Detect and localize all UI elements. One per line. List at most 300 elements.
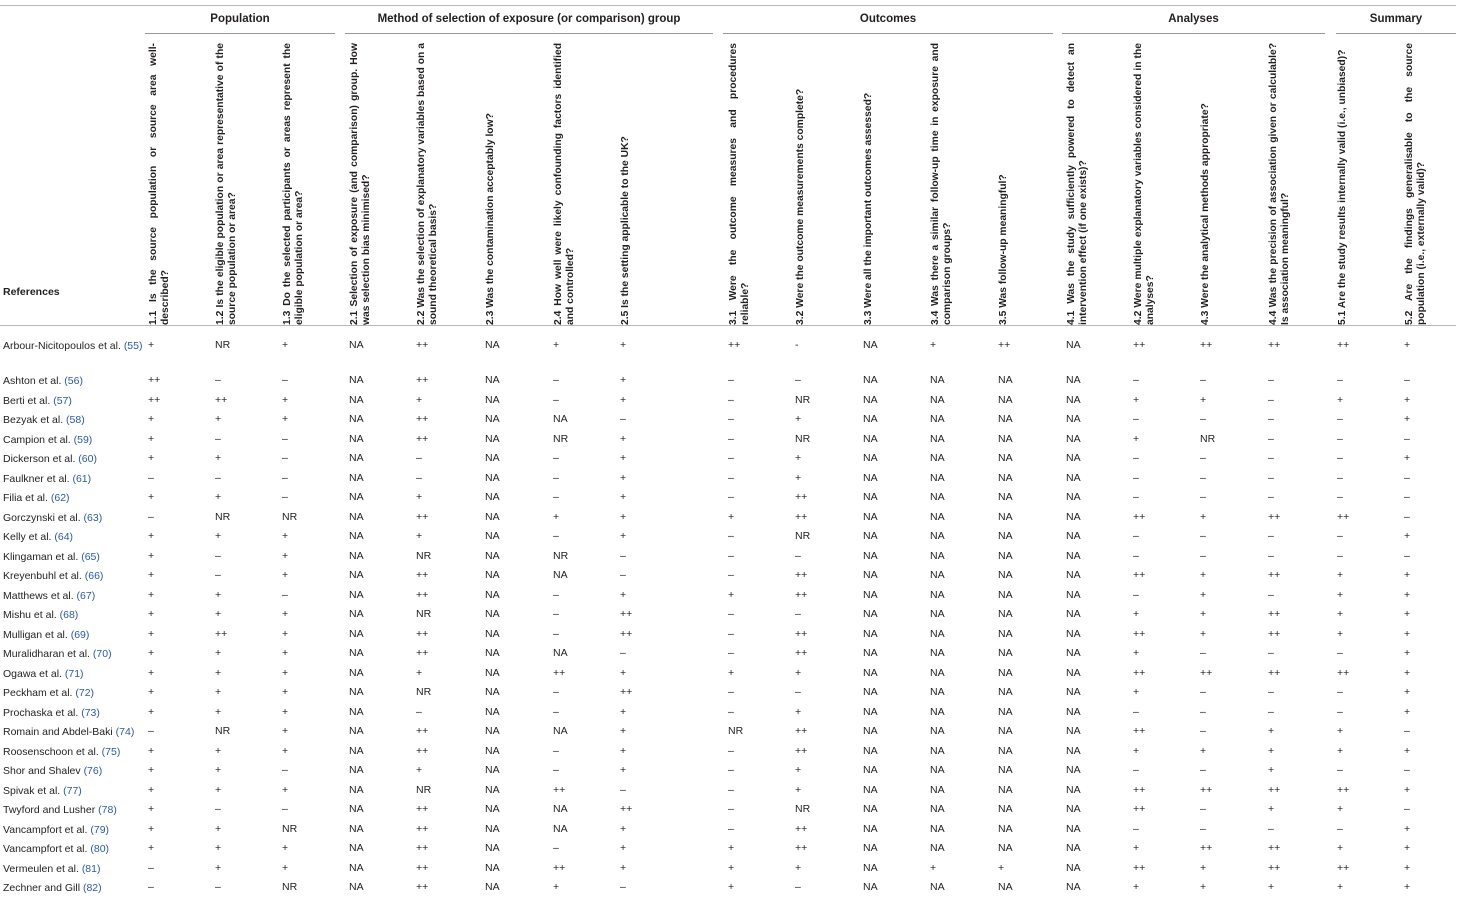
reference-number-link[interactable]: (74) [115,726,135,738]
reference-cell [3,452,143,466]
rating-cell: – [553,491,559,503]
question-text: 2.1 Selection of exposure (and comparison) group. How was selection bias minimised? [349,43,372,325]
group-analyses-rule [1062,33,1325,34]
rating-cell: + [620,374,627,386]
rating-cell: ++ [416,744,429,757]
rating-cell: ++ [1268,861,1281,874]
rating-cell: – [795,686,801,698]
rating-cell: + [282,725,289,737]
rating-cell: NR [553,549,569,562]
rating-cell: NA [998,705,1013,718]
rating-cell: NA [485,842,500,854]
reference-number-link[interactable]: (66) [84,570,104,582]
rating-cell: + [282,569,289,581]
rating-cell: – [1337,647,1343,659]
rating-cell: – [1337,764,1343,776]
rating-cell: ++ [1133,783,1146,796]
rating-cell: NA [1066,413,1081,425]
question-text: 1.3 Do the selected participants or areas represent the eligible population or area? [282,43,305,325]
rating-cell: NA [485,764,500,776]
question-text: 5.2 Are the findings generalisable to the source population (i.e., externally valid)? [1404,43,1427,325]
question-text: 2.3 Was the contamination acceptably low? [485,113,496,325]
reference-cell [3,667,143,681]
rating-cell: + [215,842,222,854]
rating-cell: NA [349,881,364,893]
reference-cell [3,550,143,564]
rating-cell: ++ [795,725,808,737]
question-text: 2.2 Was the selection of explanatory variables based on a sound theoretical basis? [416,43,439,325]
rating-cell: – [728,705,734,718]
rating-cell: + [282,549,289,562]
rating-cell: + [215,608,222,620]
rating-cell: – [1200,530,1206,542]
rating-cell: ++ [416,647,429,659]
rating-cell: – [728,783,734,796]
rating-cell: NR [215,725,231,737]
rating-cell: + [148,744,155,757]
rating-cell: NA [863,374,878,386]
rating-cell: – [282,432,288,445]
rating-cell: NA [863,471,878,484]
rating-cell: + [553,881,560,893]
rating-cell: + [1200,510,1207,523]
rating-cell: NA [863,686,878,698]
group-method: Method of selection of exposure (or comparison) group [377,13,681,25]
rating-cell: – [728,549,734,562]
rating-cell: + [1133,393,1140,406]
table-row [0,339,1460,358]
rating-cell: NA [553,822,568,835]
table-row [0,628,1460,647]
rating-cell: – [728,432,734,445]
rating-cell: – [728,530,734,542]
rating-cell: – [553,686,559,698]
rating-cell: ++ [795,510,808,523]
rating-cell: + [1404,608,1411,620]
rating-cell: – [148,861,154,874]
rating-cell: + [1337,744,1344,757]
rating-cell: ++ [1268,569,1281,581]
rating-cell: + [148,764,155,776]
rating-cell: NA [998,725,1013,737]
rating-cell: ++ [1200,842,1213,854]
rating-cell: NA [863,452,878,464]
rating-cell: – [728,764,734,776]
rating-cell: – [1133,705,1139,718]
question-text: 3.2 Were the outcome measurements complete? [795,88,806,325]
rating-cell: – [1337,471,1343,484]
rating-cell: – [553,744,559,757]
reference-number-link[interactable]: (82) [82,882,102,894]
rating-cell: – [1404,725,1410,737]
rating-cell: NA [930,471,945,484]
reference-number-link[interactable]: (70) [92,648,112,660]
rating-cell: + [1268,764,1275,776]
reference-name: Matthews et al. [3,589,74,602]
rating-cell: ++ [795,842,808,854]
rating-cell: + [148,432,155,445]
reference-name: Bezyak et al. [3,414,64,426]
rating-cell: + [215,413,222,425]
rating-cell: – [1200,374,1206,386]
rating-cell: NA [1066,374,1081,386]
rating-cell: ++ [620,608,633,620]
reference-number-link[interactable]: (56) [64,375,83,387]
rating-cell: ++ [1337,510,1350,523]
question-text: 2.5 Is the setting applicable to the UK? [620,136,631,325]
reference-cell [3,339,143,353]
table-row [0,823,1460,842]
rating-cell: NA [349,510,364,523]
rating-cell: + [1268,881,1275,893]
reference-number-link[interactable]: (60) [78,453,97,465]
rating-cell: + [795,764,802,776]
rating-cell: NA [863,510,878,523]
reference-cell [3,823,143,837]
rating-cell: NA [863,393,878,406]
table-row [0,686,1460,705]
rating-cell: NR [282,822,298,835]
rating-cell: NA [998,432,1013,445]
reference-number-link[interactable]: (58) [66,414,85,426]
rating-cell: ++ [148,393,161,406]
question-text: 3.3 Were all the important outcomes assessed? [863,92,874,325]
rating-cell: NA [998,822,1013,835]
rating-cell: – [1404,764,1410,776]
rating-cell: + [215,744,222,757]
rating-cell: + [1200,569,1207,581]
rating-cell: – [1337,413,1343,425]
rating-cell: – [148,881,154,893]
reference-number-link[interactable]: (76) [83,765,103,777]
rating-cell: – [1268,374,1274,386]
rating-cell: NA [930,627,945,640]
rating-cell: NA [485,393,500,406]
rating-cell: NA [930,803,945,815]
reference-number-link[interactable]: (63) [83,511,103,524]
rating-cell: – [728,491,734,503]
rating-cell: NA [1066,569,1081,581]
rating-cell: NA [930,432,945,445]
rating-cell: NA [930,744,945,757]
table-row [0,667,1460,686]
rating-cell: ++ [215,627,228,640]
question-text: 3.5 Was follow-up meaningful? [998,174,1009,325]
rating-cell: + [282,744,289,757]
rating-cell: ++ [1268,842,1281,854]
rating-cell: + [1337,569,1344,581]
rating-cell: + [215,666,222,679]
rating-cell: – [1200,452,1206,464]
rating-cell: NA [998,374,1013,386]
table-row [0,784,1460,803]
table-row [0,413,1460,432]
rating-cell: ++ [1133,725,1146,737]
rating-cell: + [1133,432,1140,445]
rating-cell: + [930,339,937,351]
rating-cell: NA [930,608,945,620]
rating-cell: – [1133,374,1139,386]
group-method-rule [345,33,713,34]
table-row [0,550,1460,569]
reference-number-link[interactable]: (72) [75,687,95,699]
rating-cell: – [148,471,154,484]
rating-cell: + [282,842,289,854]
rating-cell: + [148,413,155,425]
rating-cell: – [620,881,626,893]
rating-cell: – [282,471,288,484]
question-text: 4.1 Was the study sufficiently powered to detect an intervention effect (if one exists)? [1066,43,1089,325]
rating-cell: – [728,627,734,640]
rating-cell: – [282,764,288,776]
rating-cell: – [1200,764,1206,776]
reference-number-link[interactable]: (73) [81,706,100,719]
reference-number-link[interactable]: (81) [81,862,101,875]
reference-cell [3,569,143,583]
table-row [0,647,1460,666]
rating-cell: NA [1066,686,1081,698]
rating-cell: – [1133,530,1139,542]
rating-cell: NA [1066,783,1081,796]
rating-cell: NR [282,881,298,893]
rating-cell: NR [215,510,231,523]
rating-cell: + [148,588,155,601]
rating-cell: – [282,803,288,815]
rating-cell: NA [998,803,1013,815]
rating-cell: – [1337,549,1343,562]
rating-cell: ++ [416,803,429,815]
rating-cell: – [728,569,734,581]
reference-number-link[interactable]: (78) [98,804,117,816]
reference-number-link[interactable]: (75) [101,745,121,758]
rating-cell: NA [930,842,945,854]
reference-number-link[interactable]: (62) [50,492,70,504]
rating-cell: NA [998,783,1013,796]
reference-number-link[interactable]: (55) [123,340,143,352]
rating-cell: – [1268,393,1274,406]
rating-cell: – [1268,647,1274,659]
rating-cell: – [1133,549,1139,562]
rating-cell: – [1200,549,1206,562]
rating-cell: + [1337,627,1344,640]
table-row [0,745,1460,764]
rating-cell: NA [349,530,364,542]
rating-cell: + [148,452,155,464]
reference-number-link[interactable]: (69) [70,628,90,641]
rating-cell: + [553,510,560,523]
rating-cell: NA [930,666,945,679]
rating-cell: – [553,842,559,854]
rating-cell: – [620,783,626,796]
rating-cell: + [148,569,155,581]
rating-cell: – [215,881,221,893]
rating-cell: ++ [1133,339,1146,351]
rating-cell: NA [349,842,364,854]
rating-cell: + [1337,803,1344,815]
rating-cell: NA [485,803,500,815]
reference-number-link[interactable]: (79) [90,823,110,836]
rating-cell: + [620,842,627,854]
rating-cell: + [1404,588,1411,601]
rating-cell: ++ [1337,666,1350,679]
rating-cell: + [215,764,222,776]
rating-cell: NA [485,452,500,464]
rating-cell: NA [485,725,500,737]
rating-cell: – [1404,491,1410,503]
rating-cell: NR [416,608,432,620]
reference-number-link[interactable]: (61) [72,472,92,485]
rating-cell: NA [1066,842,1081,854]
rating-cell: – [1200,471,1206,484]
rating-cell: – [553,764,559,776]
table-row [0,862,1460,881]
reference-name: Ashton et al. [3,375,62,387]
rating-cell: NA [1066,491,1081,503]
rating-cell: NA [863,588,878,601]
table-row [0,511,1460,530]
reference-cell [3,842,143,856]
rating-cell: + [282,413,289,425]
reference-number-link[interactable]: (64) [54,531,74,543]
rating-cell: + [1200,608,1207,620]
rating-cell: NR [1200,432,1216,445]
rating-cell: + [215,530,222,542]
question-text: 3.1 Were the outcome measures and procedures reliable? [728,43,751,325]
rating-cell: NR [728,725,744,737]
rating-cell: NA [998,471,1013,484]
rating-cell: + [1337,881,1344,893]
rating-cell: ++ [998,339,1011,351]
rating-cell: – [215,549,221,562]
rating-cell: – [282,452,288,464]
rating-cell: + [795,705,802,718]
rating-cell: ++ [1133,569,1146,581]
reference-number-link[interactable]: (67) [76,589,96,602]
rating-cell: + [282,530,289,542]
rating-cell: + [1268,744,1275,757]
rating-cell: ++ [795,744,808,757]
rating-cell: ++ [416,510,429,523]
rating-cell: NA [349,686,364,698]
rating-cell: NA [485,374,500,386]
reference-name: Dickerson et al. [3,453,76,465]
rating-cell: + [148,783,155,796]
rating-cell: NA [863,339,878,351]
rating-cell: NA [863,647,878,659]
rating-cell: – [1200,803,1206,815]
rating-cell: – [1200,647,1206,659]
rating-cell: + [148,339,155,351]
reference-name: Vancampfort et al. [3,823,88,836]
table-row [0,589,1460,608]
rating-cell: – [1337,530,1343,542]
reference-number-link[interactable]: (77) [63,784,82,797]
rating-cell: NA [930,881,945,893]
reference-cell [3,530,143,544]
rating-cell: NA [930,686,945,698]
rating-cell: – [282,374,288,386]
rating-cell: + [1404,627,1411,640]
rating-cell: + [1200,393,1207,406]
reference-number-link[interactable]: (57) [53,394,72,407]
rating-cell: NA [349,725,364,737]
rating-cell: – [282,588,288,601]
rating-cell: NA [1066,471,1081,484]
reference-cell [3,647,143,661]
rating-cell: NR [282,510,298,523]
rating-cell: NA [485,510,500,523]
rating-cell: NA [553,725,568,737]
rating-cell: – [1133,822,1139,835]
table-row [0,452,1460,471]
rating-cell: + [1337,393,1344,406]
rating-cell: NA [1066,530,1081,542]
rating-cell: + [215,588,222,601]
reference-name: Kreyenbuhl et al. [3,570,82,582]
reference-number-link[interactable]: (65) [81,550,100,563]
rating-cell: NA [485,881,500,893]
rating-cell: NA [1066,822,1081,835]
reference-name: Peckham et al. [3,687,73,699]
rating-cell: + [282,393,289,406]
group-population: Population [210,13,270,25]
rating-cell: – [282,491,288,503]
rating-cell: ++ [553,783,566,796]
rating-cell: + [1133,744,1140,757]
rating-cell: ++ [1268,627,1281,640]
rating-cell: NA [998,627,1013,640]
rating-cell: ++ [620,627,633,640]
reference-cell [3,511,143,525]
rating-cell: NA [485,413,500,425]
rating-cell: NA [930,569,945,581]
group-summary: Summary [1369,13,1423,25]
reference-number-link[interactable]: (80) [90,843,110,855]
group-outcomes: Outcomes [859,13,917,25]
rating-cell: NA [485,491,500,503]
table-row [0,803,1460,822]
rating-cell: – [728,471,734,484]
rating-cell: – [1200,822,1206,835]
rating-cell: NA [863,705,878,718]
rating-cell: NA [930,510,945,523]
rating-cell: NA [349,569,364,581]
reference-cell [3,374,143,388]
rating-cell: – [1268,705,1274,718]
rating-cell: NA [485,686,500,698]
rating-cell: + [795,471,802,484]
rating-cell: NA [349,803,364,815]
rating-cell: + [728,881,735,893]
rating-cell: – [1133,413,1139,425]
table-row [0,472,1460,491]
reference-number-link[interactable]: (59) [73,433,93,446]
rating-cell: – [1404,374,1410,386]
rating-cell: NA [863,608,878,620]
rating-cell: – [728,803,734,815]
reference-cell [3,725,143,739]
rating-cell: – [416,471,422,484]
table-row [0,706,1460,725]
rating-cell: ++ [416,339,429,351]
reference-number-link[interactable]: (68) [59,609,79,621]
reference-name: Roosenschoon et al. [3,745,99,758]
rating-cell: + [282,666,289,679]
rating-cell: + [215,647,222,659]
rating-cell: NA [1066,666,1081,679]
reference-number-link[interactable]: (71) [64,667,84,680]
reference-name: Shor and Shalev [3,765,81,777]
